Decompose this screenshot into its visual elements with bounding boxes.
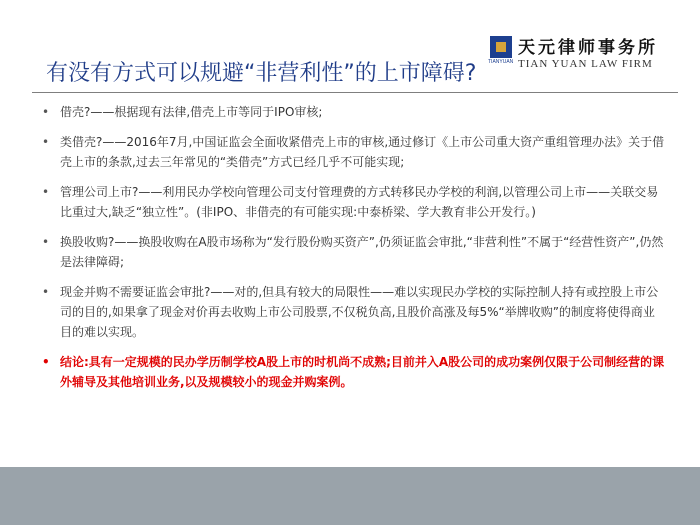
bullet-text: 管理公司上市?——利用民办学校向管理公司支付管理费的方式转移民办学校的利润,以管理公司上市——关联交易比重过大,缺乏“独立性”。(非IPO、非借壳的有可能实现:中泰桥梁、学大教育非公开发行。) bbox=[60, 185, 659, 219]
bullet-item-quasi-backdoor bbox=[40, 132, 665, 172]
bullet-item-share-swap bbox=[40, 232, 665, 272]
bullet-text: 类借壳?——2016年7月,中国证监会全面收紧借壳上市的审核,通过修订《上市公司重大资产重组管理办法》关于借壳上市的条款,过去三年常见的“类借壳”方式已经几乎不可能实现; bbox=[60, 135, 665, 169]
bullet-item-management-company bbox=[40, 182, 665, 222]
logo-emblem-icon bbox=[490, 36, 512, 58]
bullet-text: 结论:具有一定规模的民办学历制学校A股上市的时机尚不成熟;目前并入A股公司的成功案例仅限于公司制经营的课外辅导及其他培训业务,以及规模较小的现金并购案例。 bbox=[60, 355, 665, 389]
title-divider bbox=[32, 92, 678, 93]
bullet-item-cash-acquisition bbox=[40, 282, 665, 342]
bullet-text: 现金并购不需要证监会审批?——对的,但具有较大的局限性——难以实现民办学校的实际控制人持有或控股上市公司的目的,如果拿了现金对价再去收购上市公司股票,不仅税负高,且股价高涨及每5%“举牌收购”的制度将使得商业目的难以实现。 bbox=[60, 285, 659, 339]
bullet-icon: • bbox=[42, 105, 50, 119]
bullet-item-conclusion bbox=[40, 352, 665, 392]
bullet-icon: • bbox=[42, 235, 50, 249]
bullet-list bbox=[40, 102, 665, 402]
logo-chinese-name: 天元律师事务所 bbox=[518, 38, 658, 58]
slide-title: 有没有方式可以规避“非营利性”的上市障碍? bbox=[46, 61, 477, 86]
bullet-icon: • bbox=[42, 285, 50, 299]
bullet-text: 借壳?——根据现有法律,借壳上市等同于IPO审核; bbox=[60, 105, 323, 119]
footer-band bbox=[0, 467, 700, 525]
firm-logo bbox=[488, 34, 678, 74]
bullet-icon: • bbox=[42, 355, 50, 369]
bullet-text: 换股收购?——换股收购在A股市场称为“发行股份购买资产”,仍须证监会审批,“非营利性”不属于“经营性资产”,仍然是法律障碍; bbox=[60, 235, 664, 269]
logo-small-text: TIANYUAN bbox=[488, 59, 514, 65]
bullet-item-backdoor-listing bbox=[40, 102, 665, 122]
bullet-icon: • bbox=[42, 185, 50, 199]
logo-english-name: TIAN YUAN LAW FIRM bbox=[518, 58, 653, 70]
bullet-icon: • bbox=[42, 135, 50, 149]
